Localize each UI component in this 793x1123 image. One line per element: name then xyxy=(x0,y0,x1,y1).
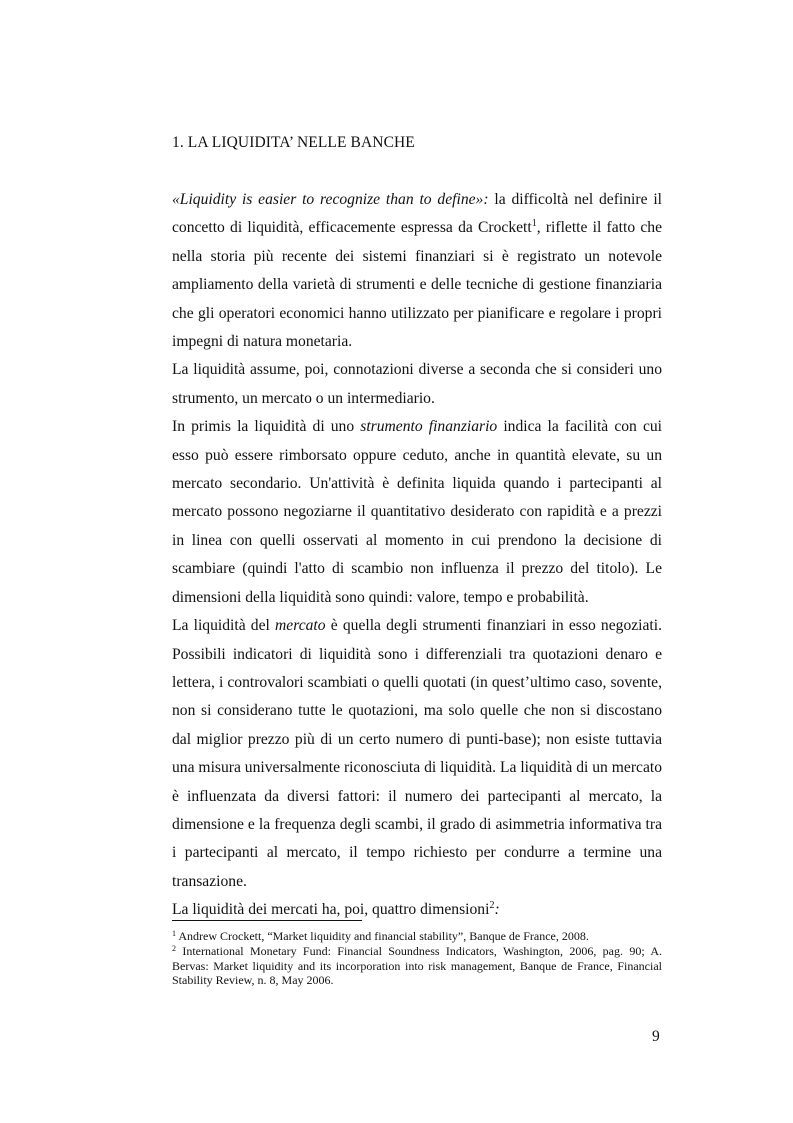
paragraph-text: La liquidità dei mercati ha, poi, quattro dimensioni xyxy=(172,901,490,919)
footnote-ref-2: 2 xyxy=(489,900,495,912)
paragraph-1 xyxy=(172,186,662,356)
page-number: 9 xyxy=(652,1028,660,1045)
footnote-2 xyxy=(172,944,662,988)
body-text xyxy=(172,186,662,925)
section-heading: 1. LA LIQUIDITA’ NELLE BANCHE xyxy=(172,134,415,151)
paragraph-tail: : xyxy=(494,901,500,919)
paragraph-text: è quella degli strumenti finanziari in esso negoziati. Possibili indicatori di liquidità sono i differenziali tra quotazioni denaro e lettera, i controvalori scambiati o quelli quotati (in quest’ultimo caso, sovente, non si considerano tutte le quotazioni, ma solo quelle che non si discostano dal miglior prezzo più di un certo numero di punti-base); non esiste tuttavia una misura universalmente riconosciuta di liquidità. La liquidità di un mercato è influenzata da diversi fattori: il numero dei partecipanti al mercato, la dimensione e la frequenza degli scambi, il grado di asimmetria informativa tra i partecipanti al mercato, il tempo richiesto per condurre a termine una transazione. xyxy=(172,617,662,890)
paragraph-text: indica la facilità con cui esso può essere rimborsato oppure ceduto, anche in quantità elevate, su un mercato secondario. Un'attività è definita liquida quando i partecipanti al mercato possono negoziarne il quantitativo desiderato con rapidità e a prezzi in linea con quelli osservati al momento in cui prendono la decisione di scambiare (quindi l'atto di scambio non influenza il prezzo del titolo). Le dimensioni della liquidità sono quindi: valore, tempo e probabilità. xyxy=(172,418,663,606)
footnotes xyxy=(172,929,662,988)
paragraph-text: In primis la liquidità di uno xyxy=(172,418,361,436)
paragraph-text: , riflette il fatto che nella storia più recente dei sistemi finanziari si è registrato un notevole ampliamento della varietà di strumenti e delle tecniche di gestione finanziaria che gli operatori economici hanno utilizzato per pianificare e regolare i propri impegni di natura monetaria. xyxy=(172,219,662,351)
footnote-ref-1: 1 xyxy=(531,218,537,230)
emphasis-text: mercato xyxy=(275,617,326,635)
footnote-1 xyxy=(172,929,662,944)
paragraph-3 xyxy=(172,413,662,612)
paragraph-text: La liquidità del xyxy=(172,617,276,635)
paragraph-4 xyxy=(172,612,662,896)
paragraph-text: la difficoltà nel definire il concetto di liquidità, efficacemente espressa da Crockett xyxy=(172,191,662,237)
footnote-number: 1 xyxy=(172,929,176,938)
quote-text: «Liquidity is easier to recognize than to define»: xyxy=(172,191,489,208)
footnote-number: 2 xyxy=(172,943,176,953)
paragraph-2: La liquidità assume, poi, connotazioni diverse a seconda che si consideri uno strumento, un mercato o un intermediario. xyxy=(172,361,662,407)
footnote-divider xyxy=(172,920,362,921)
footnote-text: International Monetary Fund: Financial Soundness Indicators, Washington, 2006, pag. 90; A. Bervas: Market liquidity and its incorporation into risk management, Banque de France, Financial Stability Review, n. 8, May 2006. xyxy=(172,943,662,988)
footnote-text: Andrew Crockett, “Market liquidity and financial stability”, Banque de France, 2008. xyxy=(176,929,589,943)
emphasis-text: strumento finanziario xyxy=(360,418,498,436)
